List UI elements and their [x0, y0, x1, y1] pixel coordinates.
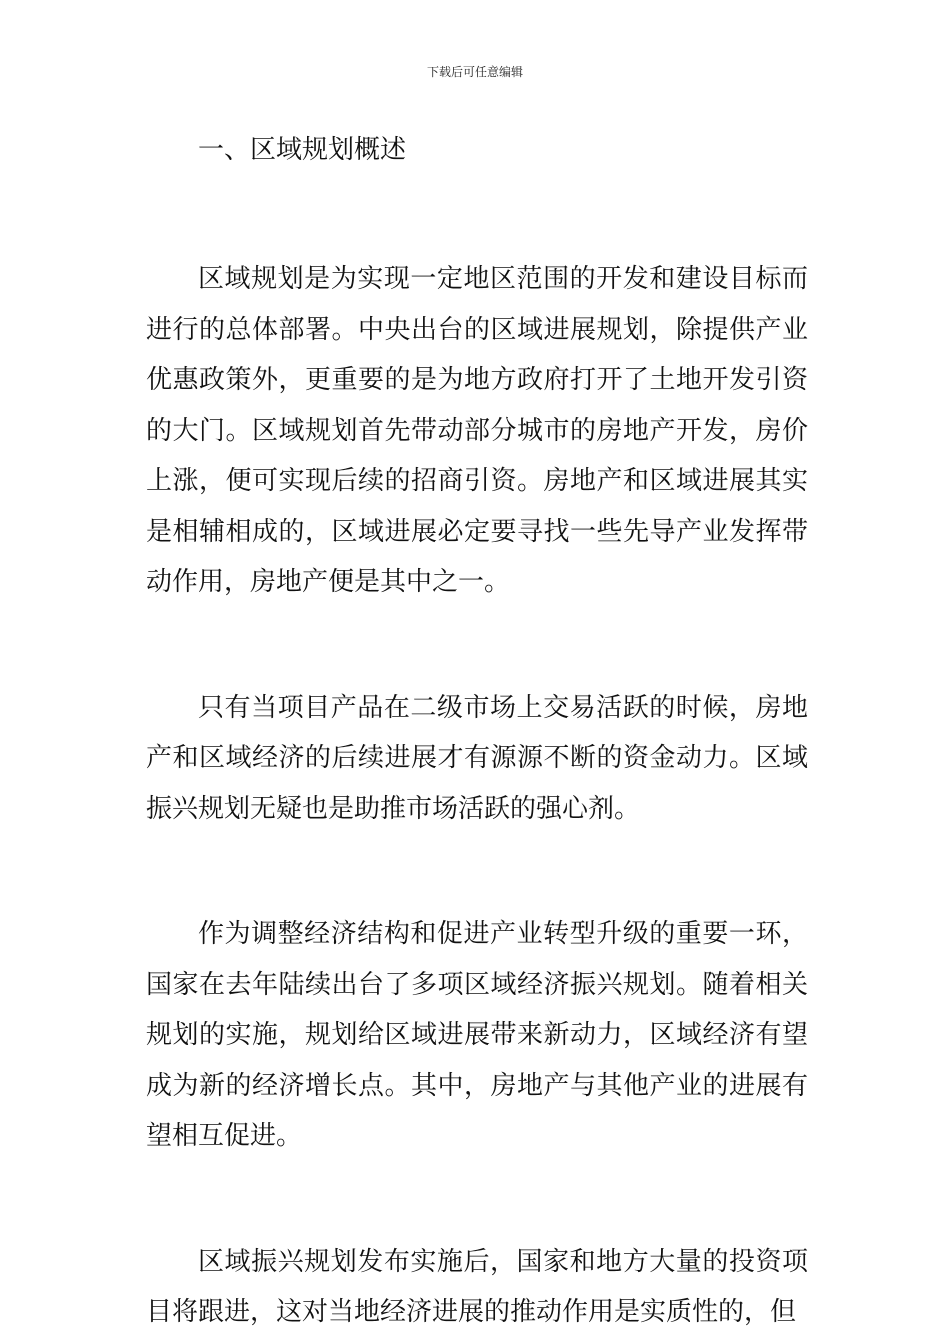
page-header: 下载后可任意编辑	[426, 65, 523, 79]
section-heading: 一、区域规划概述	[198, 135, 407, 165]
document-body	[146, 130, 808, 1338]
paragraph-3: 作为调整经济结构和促进产业转型升级的重要一环，国家在去年陆续出台了多项区域经济振兴规划。随着相关规划的实施，规划给区域进展带来新动力，区域经济有望成为新的经济增长点。其中，房地产与其他产业的进展有望相互促进。	[146, 919, 808, 1151]
paragraph-2: 只有当项目产品在二级市场上交易活跃的时候，房地产和区域经济的后续进展才有源源不断的资金动力。区域振兴规划无疑也是助推市场活跃的强心剂。	[146, 692, 808, 824]
paragraph-4: 区域振兴规划发布实施后，国家和地方大量的投资项目将跟进，这对当地经济进展的推动作用是实质性的，但	[146, 1246, 808, 1327]
paragraph-1: 区域规划是为实现一定地区范围的开发和建设目标而进行的总体部署。中央出台的区域进展规划，除提供产业优惠政策外，更重要的是为地方政府打开了土地开发引资的大门。区域规划首先带动部分城市的房地产开发，房价上涨，便可实现后续的招商引资。房地产和区域进展其实是相辅相成的，区域进展必定要寻找一些先导产业发挥带动作用，房地产便是其中之一。	[146, 264, 808, 597]
